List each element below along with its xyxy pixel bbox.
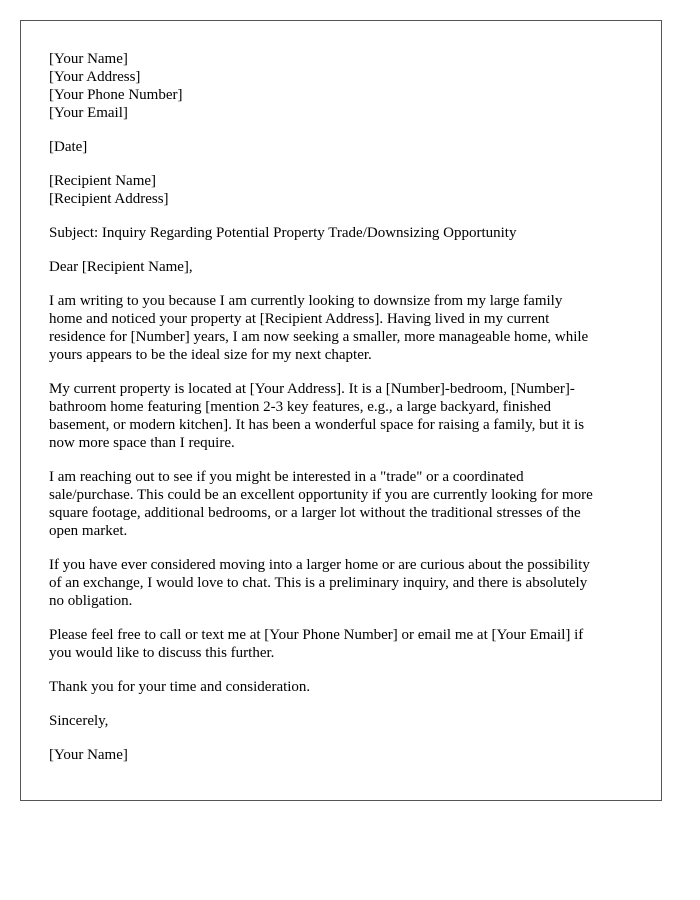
body-paragraph	[49, 292, 632, 364]
paragraph-line: you would like to discuss this further.	[49, 645, 275, 661]
body-paragraph	[49, 468, 632, 540]
paragraph-line: bathroom home featuring [mention 2-3 key features, e.g., a large backyard, finished	[49, 399, 552, 415]
paragraph-line: square footage, additional bedrooms, or a larger lot without the traditional stresses of the	[49, 505, 581, 521]
body-paragraph	[49, 380, 632, 452]
signature: [Your Name]	[49, 747, 128, 763]
paragraph-line: I am reaching out to see if you might be interested in a "trade" or a coordinated	[49, 469, 524, 485]
salutation: Dear [Recipient Name],	[49, 259, 193, 275]
recipient-block	[49, 172, 632, 208]
closing: Sincerely,	[49, 713, 109, 729]
sender-phone: [Your Phone Number]	[49, 87, 183, 103]
body-paragraph	[49, 678, 632, 696]
subject-line: Subject: Inquiry Regarding Potential Property Trade/Downsizing Opportunity	[49, 225, 517, 241]
letter-document	[20, 20, 662, 801]
paragraph-line: basement, or modern kitchen]. It has been a wonderful space for raising a family, but it is	[49, 417, 585, 433]
paragraph-line: I am writing to you because I am currently looking to downsize from my large family	[49, 293, 563, 309]
paragraph-line: yours appears to be the ideal size for my next chapter.	[49, 347, 372, 363]
paragraph-line: open market.	[49, 523, 128, 539]
paragraph-line: If you have ever considered moving into a larger home or are curious about the possibility	[49, 557, 590, 573]
date: [Date]	[49, 139, 88, 155]
paragraph-line: no obligation.	[49, 593, 133, 609]
paragraph-line: sale/purchase. This could be an excellent opportunity if you are currently looking for more	[49, 487, 593, 503]
paragraph-line: of an exchange, I would love to chat. This is a preliminary inquiry, and there is absolutely	[49, 575, 588, 591]
paragraph-line: My current property is located at [Your Address]. It is a [Number]-bedroom, [Number]-	[49, 381, 575, 397]
paragraph-line: residence for [Number] years, I am now seeking a smaller, more manageable home, while	[49, 329, 589, 345]
sender-address: [Your Address]	[49, 69, 141, 85]
recipient-address: [Recipient Address]	[49, 191, 169, 207]
paragraph-line: home and noticed your property at [Recipient Address]. Having lived in my current	[49, 311, 550, 327]
paragraph-line: Thank you for your time and consideration.	[49, 679, 311, 695]
paragraph-line: now more space than I require.	[49, 435, 235, 451]
sender-email: [Your Email]	[49, 105, 128, 121]
sender-name: [Your Name]	[49, 51, 128, 67]
paragraph-line: Please feel free to call or text me at [Your Phone Number] or email me at [Your Email] if	[49, 627, 584, 643]
recipient-name: [Recipient Name]	[49, 173, 157, 189]
body-paragraph	[49, 626, 632, 662]
sender-block	[49, 50, 632, 122]
body-paragraph	[49, 556, 632, 610]
